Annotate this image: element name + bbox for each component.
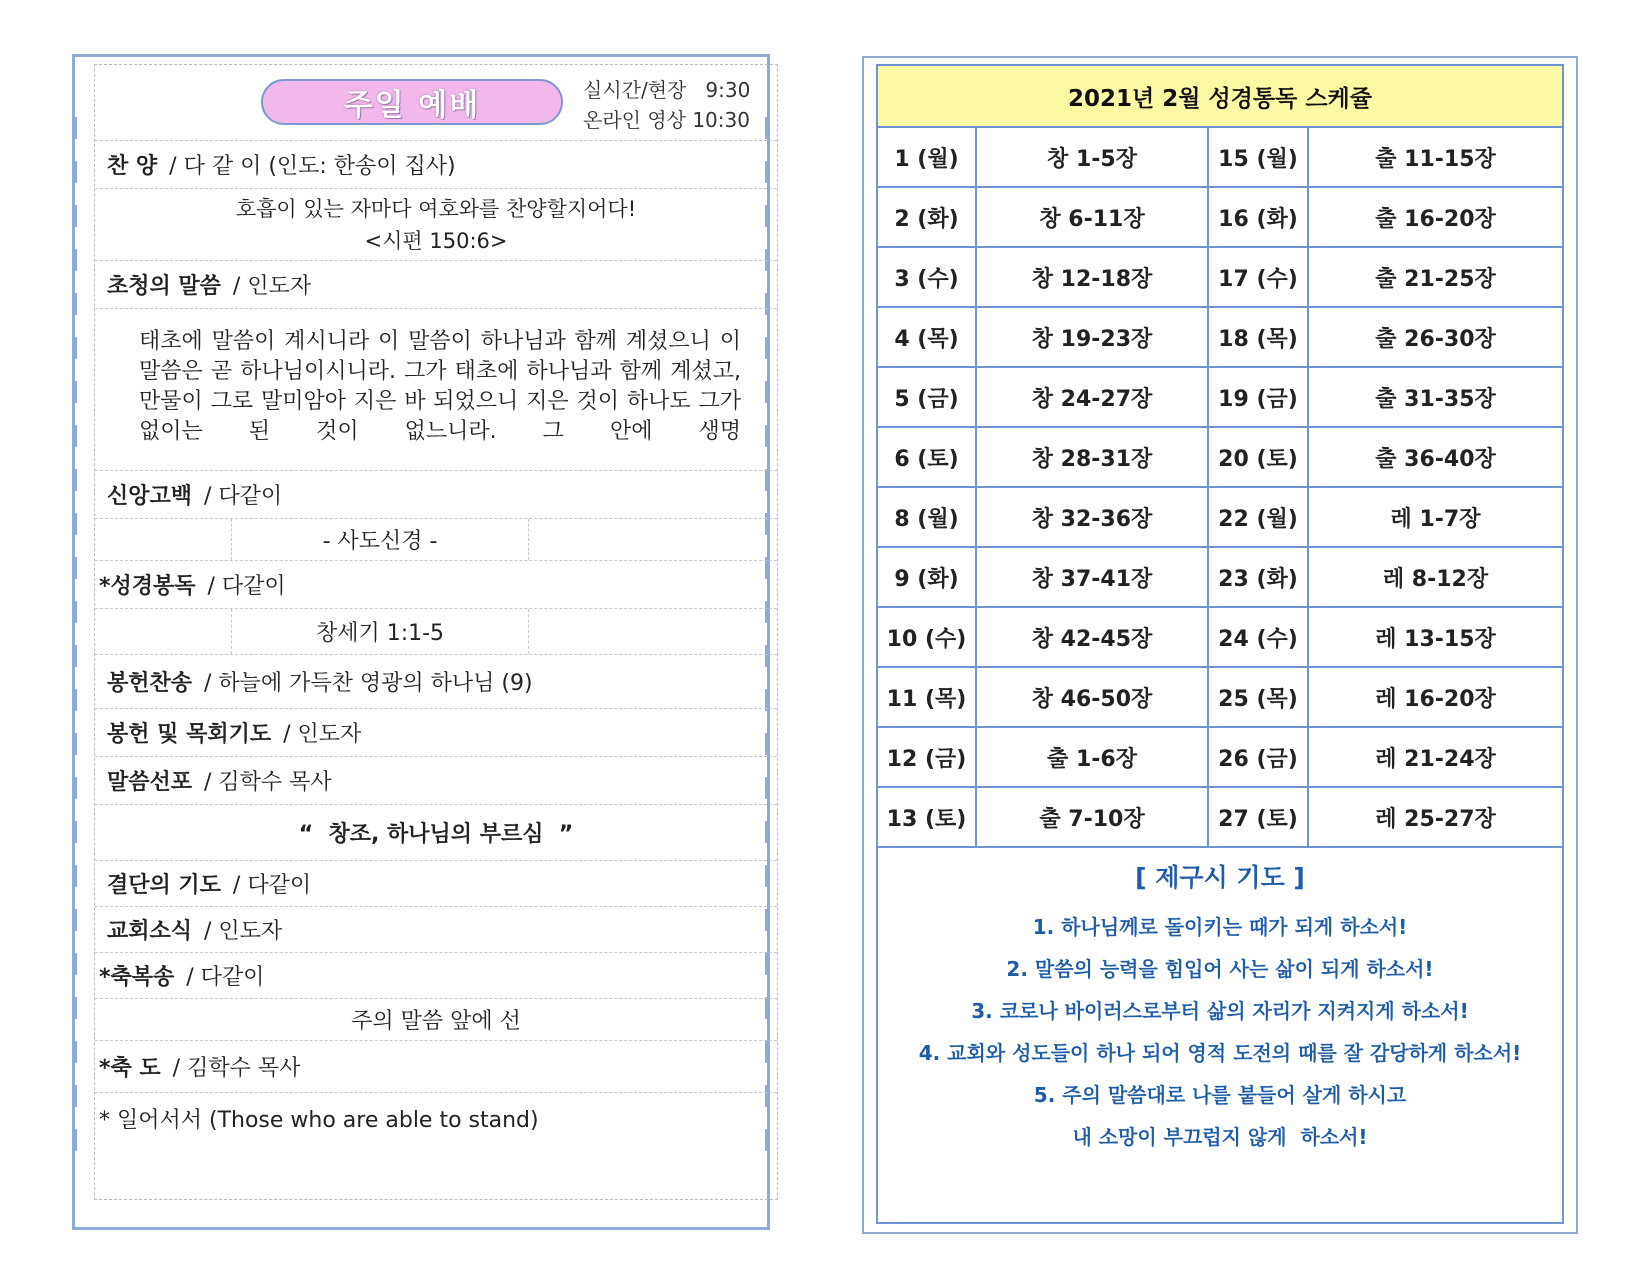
schedule-reading: 창 6-11장 — [976, 187, 1208, 247]
schedule-date: 2 (화) — [878, 187, 976, 247]
schedule-reading: 창 12-18장 — [976, 247, 1208, 307]
creed-row — [95, 471, 777, 519]
praise-detail: / 다 같 이 (인도: 한송이 집사) — [169, 154, 456, 179]
schedule-date: 3 (수) — [878, 247, 976, 307]
standing-note: * 일어서서 (Those who are able to stand) — [99, 1107, 539, 1133]
prayer-item: 2. 말씀의 능력을 힘입어 사는 삶이 되게 하소서! — [1006, 957, 1434, 981]
schedule-date: 12 (금) — [878, 727, 976, 787]
schedule-reading: 출 26-30장 — [1308, 307, 1562, 367]
schedule-reading: 레 8-12장 — [1308, 547, 1562, 607]
schedule-row — [878, 487, 1562, 547]
decision-prayer-label: 결단의 기도 — [107, 873, 221, 898]
schedule-reading: 창 28-31장 — [976, 427, 1208, 487]
schedule-date: 13 (토) — [878, 787, 976, 847]
schedule-reading: 출 11-15장 — [1308, 128, 1562, 187]
schedule-date: 22 (월) — [1208, 487, 1308, 547]
worship-order — [94, 64, 778, 1200]
schedule-row — [878, 367, 1562, 427]
worship-title: 주일 예배 — [261, 79, 563, 125]
offering-hymn-label: 봉헌찬송 — [107, 671, 193, 696]
schedule-reading: 출 1-6장 — [976, 727, 1208, 787]
blessing-song-title-row — [95, 999, 777, 1041]
invitation-row — [95, 261, 777, 309]
schedule-reading: 출 7-10장 — [976, 787, 1208, 847]
blessing-song-row — [95, 953, 777, 999]
schedule-row — [878, 128, 1562, 187]
frame-dash-left — [72, 117, 77, 1167]
prayer-title: [ 제구시 기도 ] — [1135, 863, 1305, 892]
praise-verse: 호흡이 있는 자마다 여호와를 찬양할지어다! — [235, 197, 637, 221]
offering-hymn-detail: / 하늘에 가득찬 영광의 하나님 (9) — [204, 671, 533, 696]
schedule-date: 9 (화) — [878, 547, 976, 607]
sermon-row — [95, 757, 777, 805]
sermon-label: 말씀선포 — [107, 770, 193, 795]
schedule-title: 2021년 2월 성경통독 스케쥴 — [878, 66, 1562, 128]
news-label: 교회소식 — [107, 919, 193, 944]
schedule-date: 16 (화) — [1208, 187, 1308, 247]
invitation-label: 초청의 말씀 — [107, 274, 221, 299]
reading-row — [95, 561, 777, 609]
prayer-list — [878, 906, 1562, 1158]
schedule-reading: 레 16-20장 — [1308, 667, 1562, 727]
offering-prayer-row — [95, 709, 777, 757]
schedule-table — [878, 128, 1562, 848]
schedule-reading: 출 16-20장 — [1308, 187, 1562, 247]
schedule-reading: 출 21-25장 — [1308, 247, 1562, 307]
schedule-reading: 레 25-27장 — [1308, 787, 1562, 847]
creed-name-row — [95, 519, 777, 561]
schedule-date: 27 (토) — [1208, 787, 1308, 847]
praise-verse-block — [95, 193, 777, 257]
benediction-row — [95, 1041, 777, 1093]
schedule-date: 15 (월) — [1208, 128, 1308, 187]
schedule-reading: 창 32-36장 — [976, 487, 1208, 547]
schedule-reading: 출 31-35장 — [1308, 367, 1562, 427]
schedule-reading: 출 36-40장 — [1308, 427, 1562, 487]
creed-name: - 사도신경 - — [232, 519, 529, 560]
blessing-song-label: *축복송 — [99, 965, 175, 990]
schedule-reading: 창 19-23장 — [976, 307, 1208, 367]
creed-label: 신앙고백 — [107, 484, 193, 509]
schedule-date: 8 (월) — [878, 487, 976, 547]
schedule-row — [878, 187, 1562, 247]
praise-verse-ref: <시편 150:6> — [364, 229, 508, 253]
prayer-item: 내 소망이 부끄럽지 않게 하소서! — [1072, 1125, 1368, 1149]
schedule-reading: 레 21-24장 — [1308, 727, 1562, 787]
reading-label: *성경봉독 — [99, 574, 196, 599]
service-times — [583, 75, 750, 135]
decision-prayer-row — [95, 861, 777, 907]
news-row — [95, 907, 777, 953]
prayer-item: 3. 코로나 바이러스로부터 삶의 자리가 지켜지게 하소서! — [971, 999, 1469, 1023]
schedule-date: 19 (금) — [1208, 367, 1308, 427]
schedule-row — [878, 787, 1562, 847]
schedule-reading: 레 13-15장 — [1308, 607, 1562, 667]
schedule-date: 11 (목) — [878, 667, 976, 727]
schedule-row — [878, 607, 1562, 667]
schedule-date: 17 (수) — [1208, 247, 1308, 307]
schedule-row — [878, 727, 1562, 787]
prayer-item: 1. 하나님께로 돌이키는 때가 되게 하소서! — [1032, 915, 1408, 939]
time-onsite: 실시간/현장 9:30 — [583, 78, 751, 102]
schedule-row — [878, 307, 1562, 367]
reading-passage: 창세기 1:1-5 — [232, 609, 529, 654]
schedule-date: 4 (목) — [878, 307, 976, 367]
schedule-date: 26 (금) — [1208, 727, 1308, 787]
creed-detail: / 다같이 — [204, 484, 283, 509]
reading-passage-row — [95, 609, 777, 655]
schedule-row — [878, 667, 1562, 727]
schedule-reading: 창 46-50장 — [976, 667, 1208, 727]
schedule-date: 18 (목) — [1208, 307, 1308, 367]
schedule-row — [878, 547, 1562, 607]
invitation-text: 태초에 말씀이 계시니라 이 말씀이 하나님과 함께 계셨으니 이 말씀은 곧 하나님이시니라. 그가 태초에 하나님과 함께 계셨고, 만물이 그로 말미암아 지은 바 되었으니 지은 것이 하나도 그가 없이는 된 것이 없느니라. 그 안에 생명 — [139, 329, 741, 444]
benediction-label: *축 도 — [99, 1056, 161, 1081]
worship-header — [95, 65, 777, 141]
schedule-row — [878, 427, 1562, 487]
prayer-section — [878, 858, 1562, 1158]
schedule-reading: 창 24-27장 — [976, 367, 1208, 427]
schedule-date: 24 (수) — [1208, 607, 1308, 667]
praise-row — [95, 141, 777, 189]
schedule-date: 10 (수) — [878, 607, 976, 667]
reading-schedule — [876, 64, 1564, 1224]
invitation-detail: / 인도자 — [232, 274, 312, 299]
schedule-reading: 창 37-41장 — [976, 547, 1208, 607]
prayer-item: 4. 교회와 성도들이 하나 되어 영적 도전의 때를 잘 감당하게 하소서! — [918, 1041, 1522, 1065]
offering-prayer-detail: / 인도자 — [283, 722, 362, 747]
schedule-date: 23 (화) — [1208, 547, 1308, 607]
standing-note-row — [95, 1093, 777, 1143]
offering-prayer-label: 봉헌 및 목회기도 — [107, 722, 272, 747]
schedule-reading: 창 1-5장 — [976, 128, 1208, 187]
sermon-title-row — [95, 805, 777, 861]
schedule-reading: 창 42-45장 — [976, 607, 1208, 667]
praise-label: 찬 양 — [107, 154, 158, 179]
benediction-detail: / 김학수 목사 — [172, 1056, 301, 1081]
schedule-date: 6 (토) — [878, 427, 976, 487]
offering-hymn-row — [95, 655, 777, 709]
schedule-date: 1 (월) — [878, 128, 976, 187]
sermon-detail: / 김학수 목사 — [204, 770, 332, 795]
sermon-title: “ 창조, 하나님의 부르심 ” — [298, 822, 574, 847]
schedule-row — [878, 247, 1562, 307]
praise-verse-row — [95, 189, 777, 261]
news-detail: / 인도자 — [204, 919, 283, 944]
schedule-date: 20 (토) — [1208, 427, 1308, 487]
blessing-song-detail: / 다같이 — [186, 965, 265, 990]
reading-detail: / 다같이 — [207, 574, 286, 599]
schedule-date: 5 (금) — [878, 367, 976, 427]
schedule-reading: 레 1-7장 — [1308, 487, 1562, 547]
invitation-text-row — [95, 309, 777, 471]
decision-prayer-detail: / 다같이 — [232, 873, 312, 898]
blessing-song-title: 주의 말씀 앞에 선 — [351, 1009, 521, 1034]
schedule-date: 25 (목) — [1208, 667, 1308, 727]
prayer-item: 5. 주의 말씀대로 나를 붙들어 살게 하시고 — [1033, 1083, 1407, 1107]
time-online: 온라인 영상 10:30 — [583, 108, 750, 132]
